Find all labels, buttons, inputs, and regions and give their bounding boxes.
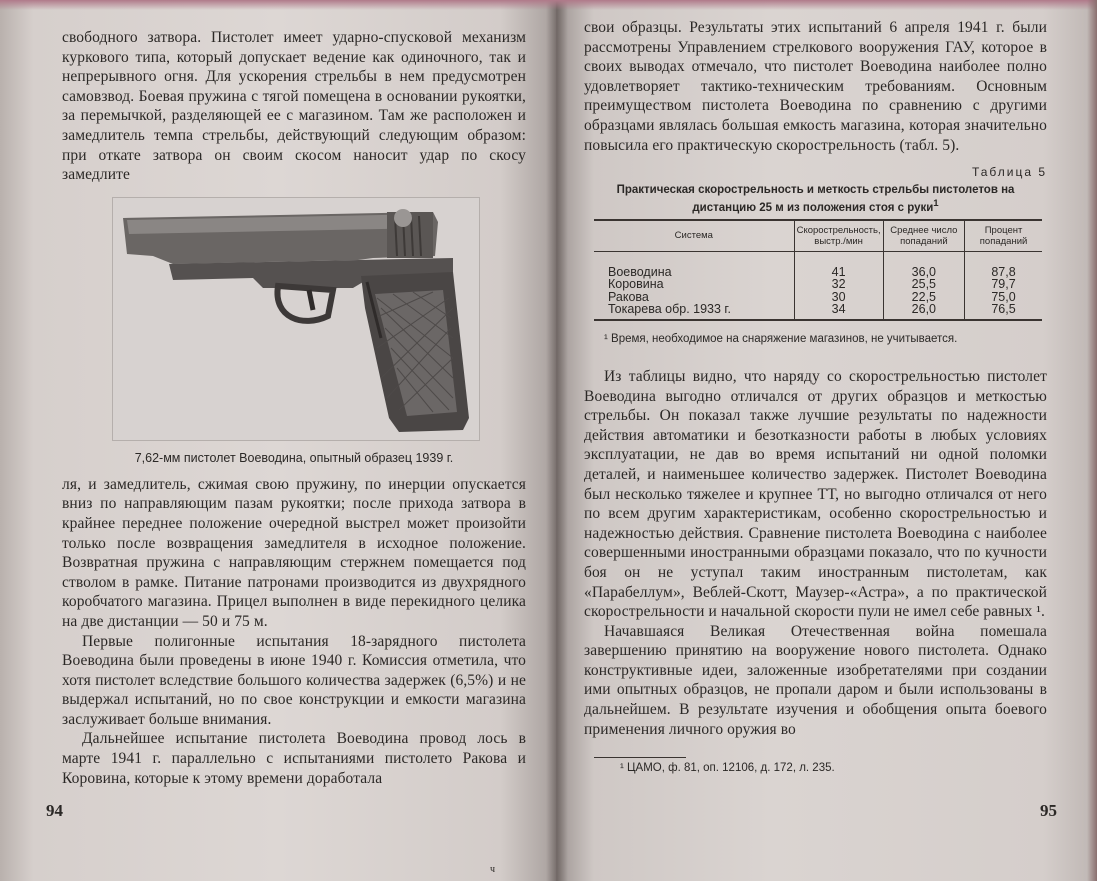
table-label: Таблица 5 bbox=[971, 165, 1047, 180]
left-paragraph-3: Первые полигонные испытания 18-зарядного пистолета Воеводина были проведены в июне 1940 г. Комиссия отметила, что хотя пистолет вследствие большого количества задержек (6,5%) и не выдержал испытаний, но по свое конструкции и емкости магазина заслуживает больше внимания. bbox=[62, 632, 526, 728]
page-number-right: 95 bbox=[1040, 801, 1057, 820]
cell-system: Токарева обр. 1933 г. bbox=[594, 303, 794, 320]
right-paragraph-1: свои образцы. Результаты этих испытаний 6 апреля 1941 г. были рассмотрены Управлением стрелкового вооружения ГАУ, которое в своих выводах отмечало, что пистолет Воеводина наиболее полно удовлетворяет тактико-техническим требованиям. Основным преимуществом пистолета Воеводина по сравнению с другими образцами являлась большая емкость магазина, которая значительно повысила его практическую скорострельность (табл. 5). bbox=[584, 19, 1047, 154]
pistol-illustration bbox=[113, 198, 479, 440]
right-text-top bbox=[584, 18, 1047, 155]
table-header-row bbox=[594, 220, 1042, 252]
table-title-footnote-mark: 1 bbox=[933, 198, 939, 210]
cell-percent: 87,8 bbox=[965, 266, 1042, 279]
cell-hits: 25,5 bbox=[883, 278, 964, 291]
page-number-left: 94 bbox=[46, 801, 63, 820]
cover-edge-right bbox=[1087, 0, 1097, 881]
cell-system: Коровина bbox=[608, 277, 664, 292]
page-footnote: ¹ ЦАМО, ф. 81, оп. 12106, д. 172, л. 235. bbox=[620, 762, 835, 775]
pistol-photo bbox=[112, 197, 480, 441]
right-text-bottom bbox=[584, 367, 1047, 739]
footnote-rule bbox=[594, 757, 686, 758]
header-system: Система bbox=[594, 220, 794, 252]
left-text-top bbox=[62, 28, 526, 185]
right-page bbox=[556, 0, 1097, 881]
results-table bbox=[594, 219, 1042, 321]
cell-rate: 41 bbox=[794, 266, 883, 279]
cell-percent: 79,7 bbox=[965, 278, 1042, 291]
left-text-bottom bbox=[62, 475, 526, 789]
figure-caption: 7,62-мм пистолет Воеводина, опытный образец 1939 г. bbox=[134, 450, 454, 465]
cell-rate: 30 bbox=[794, 291, 883, 304]
cell-percent: 75,0 bbox=[965, 291, 1042, 304]
header-rate: Скорострельность, выстр./мин bbox=[794, 220, 883, 252]
cell-hits: 36,0 bbox=[883, 266, 964, 279]
left-paragraph-4: Дальнейшее испытание пистолета Воеводина провод лось в марте 1941 г. параллельно с испытаниями пистолето Ракова и Коровина, которые к этому времени доработала bbox=[62, 730, 526, 787]
table-spacer bbox=[594, 251, 1042, 266]
cell-system: Воеводина bbox=[608, 264, 672, 279]
right-paragraph-3: Начавшаяся Великая Отечественная война помешала завершению принятию на вооружение нового пистолета. Однако конструктивные идеи, заложенные изобретателями при создании ими опытных образцов, не пропали даром и были использованы в дальнейшем. В результате изучения и обобщения опыта боевого применения личного оружия во bbox=[584, 622, 1047, 738]
table-title-text: Практическая скорострельность и меткость стрельбы пистолетов на дистанцию 25 м из положения стоя с руки bbox=[616, 184, 1015, 214]
table-row bbox=[594, 278, 1042, 291]
cell-system: Ракова bbox=[608, 289, 649, 304]
cell-percent: 76,5 bbox=[965, 303, 1042, 320]
cover-edge-top bbox=[0, 0, 1097, 10]
left-paragraph-1: свободного затвора. Пистолет имеет ударно-спусковой механизм куркового типа, который допускает ведение как одиночного, так и непрерывного огня. Для ускорения стрельбы в нем предусмотрен самовзвод. Боевая пружина с тягой помещена в основании рукоятки, за перемычкой, разделяющей ее с магазином. Там же расположен и замедлитель темпа стрельбы, действующий следующим образом: при откате затвора он своим скосом наносит удар по скосу замедлите bbox=[62, 29, 526, 184]
table-title bbox=[584, 183, 1047, 215]
cell-hits: 26,0 bbox=[883, 303, 964, 320]
gutter-mark: ч bbox=[490, 864, 496, 875]
header-hits: Среднее число попаданий bbox=[883, 220, 964, 252]
cell-rate: 32 bbox=[794, 278, 883, 291]
right-paragraph-2: Из таблицы видно, что наряду со скорострельностью пистолет Воеводина выгодно отличался от других образцов и меткостью стрельбы. Он показал также лучшие результаты по надежности действия автоматики и безотказности работы в любых условиях эксплуатации, не дав во время испытаний ни одной поломки деталей, и наименьшее количество задержек. Пистолет Воеводина был несколько тяжелее и крупнее ТТ, но выгодно отличался от него по всем другим характеристикам, особенно скорострельностью и надежностью действия. Сравнение пистолета Воеводина с наиболее совершенными иностранными образцами показало, что по кучности боя он не уступал таким иностранным пистолетам, как «Парабеллум», Веблей-Скотт, Маузер-«Астра», а по практической скорострельности и начальной скорости пули не имел себе равных ¹. bbox=[584, 367, 1047, 621]
table-row bbox=[594, 303, 1042, 320]
cell-rate: 34 bbox=[794, 303, 883, 320]
cell-hits: 22,5 bbox=[883, 291, 964, 304]
header-percent: Процент попаданий bbox=[965, 220, 1042, 252]
book-spine-shadow bbox=[546, 0, 568, 881]
table-footnote: ¹ Время, необходимое на снаряжение магазинов, не учитывается. bbox=[604, 332, 958, 345]
left-paragraph-2: ля, и замедлитель, сжимая свою пружину, по инерции опускается вниз по направляющим пазам рукоятки; после прихода затвора в крайнее переднее положение очередной выстрел может произойти только после возвращения замедлителя в исходное положение. Возвратная пружина с направляющим стержнем помещается под стволом в рамке. Питание патронами производится из двухрядного коробчатого магазина. Прицел выполнен в виде перекидного целика на две дистанции — 50 и 75 м. bbox=[62, 475, 526, 630]
